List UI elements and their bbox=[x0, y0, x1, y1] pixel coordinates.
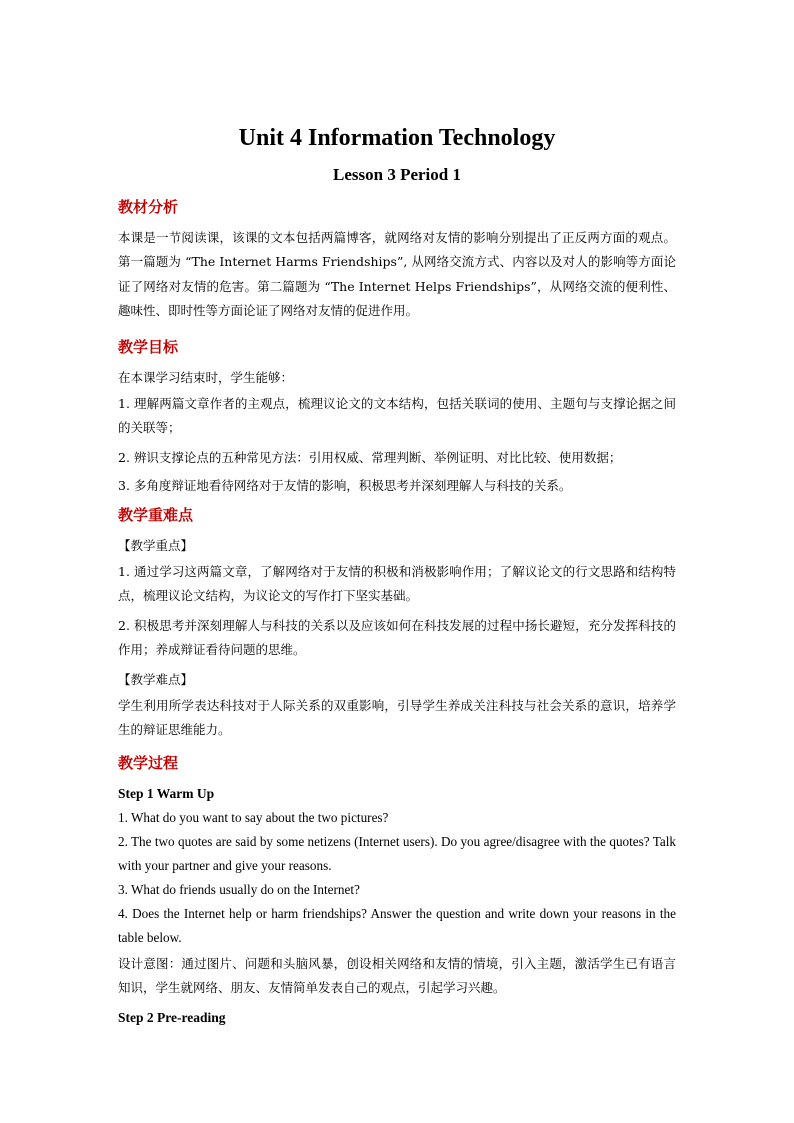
section-heading-teaching-objectives: 教学目标 bbox=[118, 338, 179, 356]
warmup-question-2: 2. The two quotes are said by some netizens (Internet users). Do you agree/disagree with the quotes? Talk with your partner and give your reasons. bbox=[118, 834, 676, 874]
step-2-heading: Step 2 Pre-reading bbox=[118, 1010, 226, 1025]
warmup-question-4: 4. Does the Internet help or harm friendships? Answer the question and write down your reasons in the table below. bbox=[118, 906, 676, 946]
key-points-label: 【教学重点】 bbox=[118, 538, 194, 553]
section-heading-key-difficult-points: 教学重难点 bbox=[118, 506, 194, 524]
document-subtitle: Lesson 3 Period 1 bbox=[333, 165, 461, 184]
objective-item-1: 1. 理解两篇文章作者的主观点，梳理议论文的文本结构，包括关联词的使用、主题句与支撑论据之间的关联等； bbox=[118, 396, 676, 436]
textbook-analysis-paragraph: 本课是一节阅读课，该课的文本包括两篇博客，就网络对友情的影响分别提出了正反两方面的观点。第一篇题为 “The Internet Harms Friendships”, 从网络交流方式、内容以及对人的影响等方面论证了网络对友情的危害。第二篇题为 “The Internet Helps Friendships”，从网络交流的便利性、趣味性、即时性等方面论证了网络对友情的促进作用。 bbox=[118, 230, 676, 319]
section-heading-textbook-analysis: 教材分析 bbox=[118, 198, 179, 216]
warmup-question-3: 3. What do friends usually do on the Internet? bbox=[118, 882, 360, 897]
step-1-heading: Step 1 Warm Up bbox=[118, 786, 215, 801]
difficult-points-label: 【教学难点】 bbox=[118, 672, 194, 687]
objective-item-3: 3. 多角度辩证地看待网络对于友情的影响，积极思考并深刻理解人与科技的关系。 bbox=[118, 478, 572, 493]
warmup-question-1: 1. What do you want to say about the two pictures? bbox=[118, 810, 389, 825]
objective-item-2: 2. 辨识支撑论点的五种常见方法：引用权威、常理判断、举例证明、对比比较、使用数据； bbox=[118, 450, 622, 465]
key-point-2: 2. 积极思考并深刻理解人与科技的关系以及应该如何在科技发展的过程中扬长避短，充分发挥科技的作用；养成辩证看待问题的思维。 bbox=[118, 618, 676, 658]
document-title: Unit 4 Information Technology bbox=[238, 125, 556, 151]
section-heading-teaching-process: 教学过程 bbox=[118, 754, 179, 772]
design-intention: 设计意图：通过图片、问题和头脑风暴，创设相关网络和友情的情境，引入主题，激活学生已有语言知识，学生就网络、朋友、友情简单发表自己的观点，引起学习兴趣。 bbox=[118, 956, 676, 996]
key-point-1: 1. 通过学习这两篇文章，了解网络对于友情的积极和消极影响作用；了解议论文的行文思路和结构特点，梳理议论文结构，为议论文的写作打下坚实基础。 bbox=[118, 564, 676, 604]
objectives-intro: 在本课学习结束时，学生能够： bbox=[118, 370, 294, 385]
difficult-point-1: 学生利用所学表达科技对于人际关系的双重影响，引导学生养成关注科技与社会关系的意识，培养学生的辩证思维能力。 bbox=[118, 698, 676, 738]
